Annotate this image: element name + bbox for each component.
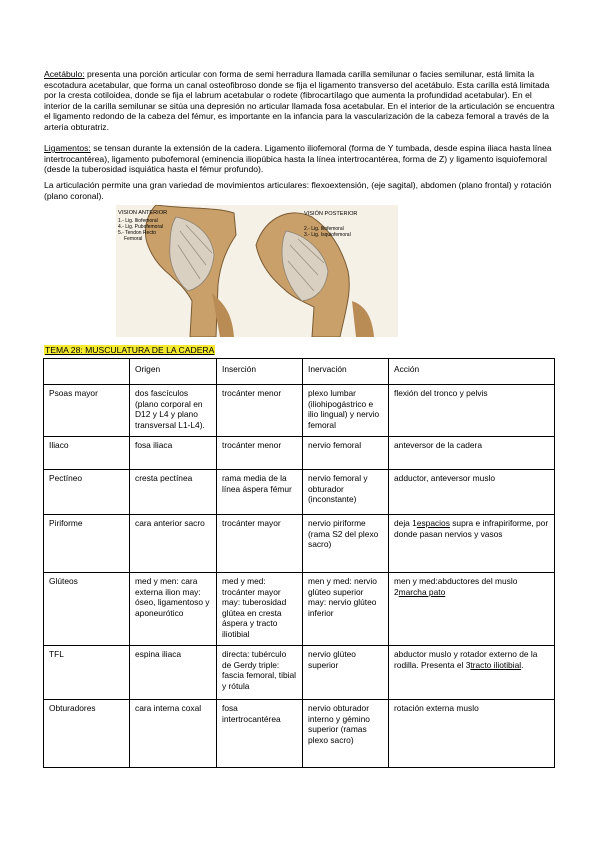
insercion-cell: trocánter mayor [217,515,303,573]
inervacion-cell: nervio piriforme (rama S2 del plexo sacro) [303,515,389,573]
ligamentos-label: Ligamentos: [44,143,91,153]
muscle-cell: Pectíneo [44,470,130,515]
accion-link: marcha pato [398,586,446,597]
accion-text: supra e infrapiriforme, por donde pasan nervios y vasos [394,518,549,539]
inervacion-cell: nervio femoral y obturador (inconstante) [303,470,389,515]
accion-link: espacios [416,518,450,528]
figure-left-title: VISION ANTERIOR [118,210,168,216]
header-cell: Origen [130,359,217,385]
figure-left-item: 5.- Tendon Recto [118,230,156,236]
insercion-cell: fosa intertrocantérea [217,700,303,768]
accion-text: . [521,659,524,670]
muscle-cell: TFL [44,646,130,700]
muscle-cell: Glúteos [44,573,130,646]
acetabulo-paragraph [44,69,560,133]
table-row [44,700,555,768]
insercion-cell: trocánter menor [217,437,303,470]
origen-cell: cresta pectínea [130,470,217,515]
figure-right-item: 2.- Lig. Iliofemoral [304,226,344,232]
inervacion-cell: nervio femoral [303,437,389,470]
accion-cell: flexión del tronco y pelvis [389,385,555,437]
muscle-cell: Obturadores [44,700,130,768]
accion-text: men y med:abductores del muslo 2 [394,576,518,597]
accion-cell: rotación externa muslo [389,700,555,768]
muscle-cell: Iliaco [44,437,130,470]
accion-cell: adductor, anteversor muslo [389,470,555,515]
accion-cell [389,573,555,646]
inervacion-cell: plexo lumbar (iliohipogástrico e ilio lingual) y nervio femoral [303,385,389,437]
table-row [44,573,555,646]
figure-left-item: Femoral [124,236,143,242]
header-cell: Inervación [303,359,389,385]
muscle-table [43,358,555,768]
inervacion-cell: men y med: nervio glúteo superior may: nervio glúteo inferior [303,573,389,646]
acetabulo-text: presenta una porción articular con forma de semi herradura llamada carilla semilunar o facies semilunar, está limita la escotadura acetabular, que forma un canal osteofibroso donde se fija el ligamento transverso del acetábulo. Esta carilla está limitada por la cresta cotiloidea, donde se fija el labrum acetabular o rodete (fibrocartílago que aumenta la profundidad acetabular). En el interior de la carilla semilunar se sitúa una depresión no articular llamada fosa acetabular. En el interior de la articulación se encuentra el ligamento redondo de la cabeza del fémur, es importante en la infancia para la vascularización de la cabeza femoral a través de la arteria obturatriz. [44,69,555,132]
inervacion-cell: nervio obturador interno y gémino superior (ramas plexo sacro) [303,700,389,768]
movimientos-paragraph: La articulación permite una gran variedad de movimientos articulares: flexoextensión, (eje sagital), abdomen (plano frontal) y rotación (plano coronal). [44,180,552,201]
insercion-cell: med y med: trocánter mayor may: tuberosidad glútea en cresta áspera y tracto iliotibial [217,573,303,646]
header-cell [44,359,130,385]
accion-cell [389,646,555,700]
origen-cell: med y men: cara externa ilion may: óseo, ligamentoso y aponeurótico [130,573,217,646]
table-row [44,515,555,573]
origen-cell: espina iliaca [130,646,217,700]
figure-left-item: 1.- Lig. Iliofemoral [118,218,158,224]
origen-cell: cara interna coxal [130,700,217,768]
muscle-cell: Piriforme [44,515,130,573]
muscle-cell: Psoas mayor [44,385,130,437]
section-title: TEMA 28: MUSCULATURA DE LA CADERA [45,345,215,355]
origen-cell: dos fascículos (plano corporal en D12 y L4 y plano transversal L1-L4). [130,385,217,437]
insercion-cell: trocánter menor [217,385,303,437]
insercion-cell: directa: tubérculo de Gerdy triple: fascia femoral, tibial y rótula [217,646,303,700]
table-row [44,470,555,515]
hip-anatomy-figure [116,205,398,337]
ligamentos-text: se tensan durante la extensión de la cadera. Ligamento iliofemoral (forma de Y tumbada, desde espina iliaca hasta línea intertrocantérea), ligamento pubofemoral (eminencia iliopúbica hasta la línea intertrocantérea, forma de Z) y ligamento isquiofemoral (desde la tuberosidad isquiática hasta el fémur profundo). [44,143,552,175]
ligamentos-paragraph [44,143,560,175]
header-cell: Acción [389,359,555,385]
accion-cell: anteversor de la cadera [389,437,555,470]
table-row [44,437,555,470]
header-cell: Inserción [217,359,303,385]
accion-cell [389,515,555,573]
table-row [44,385,555,437]
figure-left-item: 4.- Lig. Pubofemoral [118,224,164,230]
table-header-row [44,359,555,385]
inervacion-cell: nervio glúteo superior [303,646,389,700]
origen-cell: fosa iliaca [130,437,217,470]
figure-right-title: VISIÓN POSTERIOR [304,211,358,217]
acetabulo-label: Acetábulo: [44,69,85,79]
accion-text: abductor muslo y rotador externo de la rodilla. Presenta el 3 [394,649,538,670]
insercion-cell: rama media de la línea áspera fémur [217,470,303,515]
figure-right-item: 3.- Lig. Isquiofemoral [304,232,351,238]
accion-text: deja 1 [394,518,417,528]
accion-link: tracto iliotibial [470,659,522,670]
origen-cell: cara anterior sacro [130,515,217,573]
table-row [44,646,555,700]
